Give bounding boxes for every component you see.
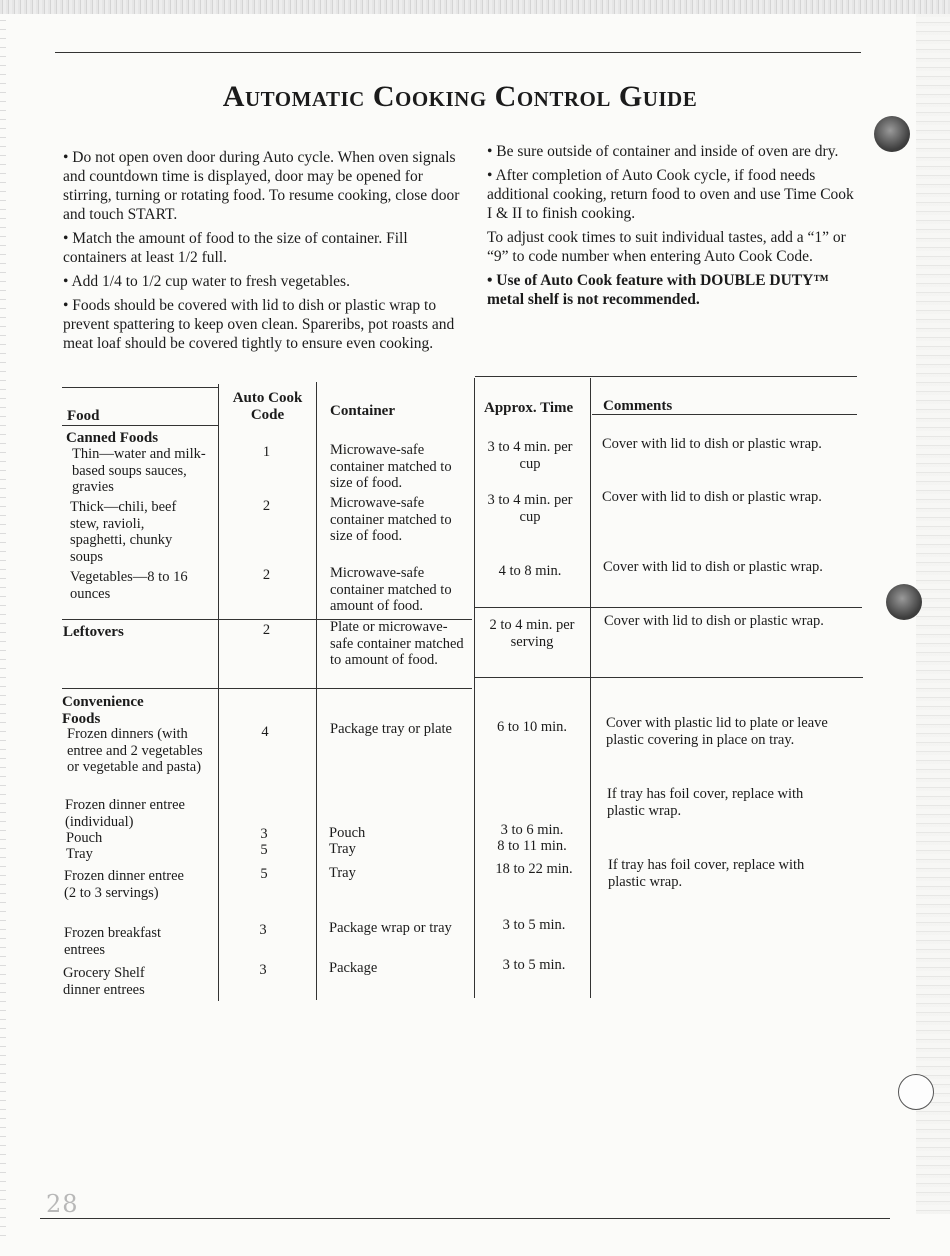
header-food: Food <box>67 408 100 424</box>
frozen-servings-code: 5 <box>260 866 268 882</box>
frozen-dinners-comments: Cover with plastic lid to plate or leave plastic covering in place on tray. <box>606 715 828 748</box>
leftovers-time: 2 to 4 min. per serving <box>489 617 575 650</box>
bottom-rule <box>40 1218 890 1219</box>
canned-vegetables-comments: Cover with lid to dish or plastic wrap. <box>603 559 823 575</box>
scan-edge-left <box>0 14 6 1244</box>
instructions-right <box>487 142 862 314</box>
breakfast-code: 3 <box>259 922 267 938</box>
instruction-water: • Add 1/4 to 1/2 cup water to fresh vegetables. <box>63 273 350 290</box>
canned-thin-comments: Cover with lid to dish or plastic wrap. <box>602 436 822 452</box>
pouch-container: Pouch <box>329 825 366 841</box>
canned-vegetables-container: Microwave-safe container matched to amount of food. <box>330 565 452 614</box>
grocery-time: 3 to 5 min. <box>502 957 566 973</box>
canned-thin-food: Thin—water and milk-based soups sauces, gravies <box>72 446 206 495</box>
instruction-adjust: To adjust cook times to suit individual tastes, add a “1” or “9” to code number when entering Auto Cook Code. <box>487 229 846 265</box>
frozen-dinners-code: 4 <box>261 724 269 740</box>
breakfast-food: Frozen breakfast entrees <box>64 925 162 958</box>
instruction-cover: • Foods should be covered with lid to dish or plastic wrap to prevent spattering to keep oven clean. Spareribs, pot roasts and meat loaf should be covered tightly to ensure even cooking. <box>63 297 455 352</box>
frozen-dinners-food: Frozen dinners (with entree and 2 vegetables or vegetable and pasta) <box>67 726 203 775</box>
grocery-code: 3 <box>259 962 267 978</box>
punch-hole-bottom <box>898 1074 934 1110</box>
col-divider-2 <box>316 382 317 1000</box>
grocery-food: Grocery Shelf dinner entrees <box>63 965 145 998</box>
warning-double-duty: • Use of Auto Cook feature with DOUBLE DUTY™ metal shelf is not recommended. <box>487 272 829 308</box>
header-code-line1: Auto Cook <box>232 390 303 406</box>
header-time: Approx. Time <box>484 400 574 416</box>
pouch-time: 3 to 6 min. <box>500 822 564 838</box>
page-title: Automatic Cooking Control Guide <box>222 80 698 113</box>
frozen-entree-food: Frozen dinner entree (individual) <box>65 797 185 830</box>
tray-container: Tray <box>329 841 356 857</box>
tray-food: Tray <box>66 846 93 862</box>
pouch-food: Pouch <box>66 830 103 846</box>
frozen-servings-comments: If tray has foil cover, replace with plastic wrap. <box>608 857 805 890</box>
canned-bottom-rule-right <box>475 607 862 608</box>
frozen-entree-comments: If tray has foil cover, replace with plastic wrap. <box>607 786 804 819</box>
canned-thin-container: Microwave-safe container matched to size of food. <box>330 442 452 491</box>
canned-thick-container: Microwave-safe container matched to size of food. <box>330 495 452 544</box>
frozen-servings-time: 18 to 22 min. <box>495 861 573 877</box>
leftovers-code: 2 <box>262 622 271 638</box>
canned-vegetables-code: 2 <box>262 567 271 583</box>
section-leftovers: Leftovers <box>63 624 124 640</box>
instruction-container: • Match the amount of food to the size of container. Fill containers at least 1/2 full. <box>63 230 408 266</box>
canned-thin-code: 1 <box>262 444 271 460</box>
col-divider-1 <box>218 384 219 1001</box>
frozen-dinners-container: Package tray or plate <box>330 721 452 737</box>
header-comments: Comments <box>603 398 673 414</box>
punch-hole-top <box>874 116 910 152</box>
header-rule <box>62 425 218 426</box>
col-divider-3 <box>474 378 475 998</box>
frozen-dinners-time: 6 to 10 min. <box>496 719 568 735</box>
header-code-line2: Code <box>250 407 285 423</box>
canned-thick-code: 2 <box>262 498 271 514</box>
canned-thick-time: 3 to 4 min. per cup <box>487 492 573 525</box>
table-top-rule-right <box>475 376 857 377</box>
leftovers-comments: Cover with lid to dish or plastic wrap. <box>604 613 824 629</box>
scan-edge-top <box>0 0 950 14</box>
punch-hole-middle <box>886 584 922 620</box>
leftovers-bottom-rule-right <box>475 677 863 678</box>
frozen-servings-container: Tray <box>329 865 356 881</box>
leftovers-bottom-rule <box>62 688 472 689</box>
scan-edge-right <box>916 14 950 1214</box>
pouch-code: 3 <box>260 826 268 842</box>
header-container: Container <box>330 403 395 419</box>
header-code <box>219 390 316 424</box>
instruction-door: • Do not open oven door during Auto cycle. When oven signals and countdown time is displayed, door may be opened for stirring, turning or rotating food. To resume cooking, close door and touch START. <box>63 149 460 223</box>
section-canned-foods: Canned Foods <box>66 430 159 446</box>
top-rule <box>55 52 861 53</box>
canned-thick-comments: Cover with lid to dish or plastic wrap. <box>602 489 822 505</box>
grocery-container: Package <box>329 960 378 976</box>
instructions-left <box>63 148 463 358</box>
col-divider-4 <box>590 378 591 998</box>
canned-vegetables-food: Vegetables—8 to 16 ounces <box>70 569 188 602</box>
section-convenience-foods: Convenience Foods <box>62 694 144 727</box>
tray-code: 5 <box>260 842 268 858</box>
breakfast-time: 3 to 5 min. <box>502 917 566 933</box>
tray-time: 8 to 11 min. <box>497 838 567 854</box>
canned-thick-food: Thick—chili, beef stew, ravioli, spaghetti, chunky soups <box>70 499 177 565</box>
frozen-servings-food: Frozen dinner entree (2 to 3 servings) <box>64 868 184 901</box>
canned-vegetables-time: 4 to 8 min. <box>498 563 562 579</box>
breakfast-container: Package wrap or tray <box>329 920 452 936</box>
table-top-rule <box>62 387 218 388</box>
page-number: 28 <box>46 1190 79 1218</box>
instruction-dry: • Be sure outside of container and inside of oven are dry. <box>487 143 839 160</box>
canned-thin-time: 3 to 4 min. per cup <box>487 439 573 472</box>
instruction-time-cook: • After completion of Auto Cook cycle, if food needs additional cooking, return food to oven and use Time Cook I & II to finish cooking. <box>487 167 854 222</box>
leftovers-container: Plate or microwave-safe container matched to amount of food. <box>330 619 464 668</box>
